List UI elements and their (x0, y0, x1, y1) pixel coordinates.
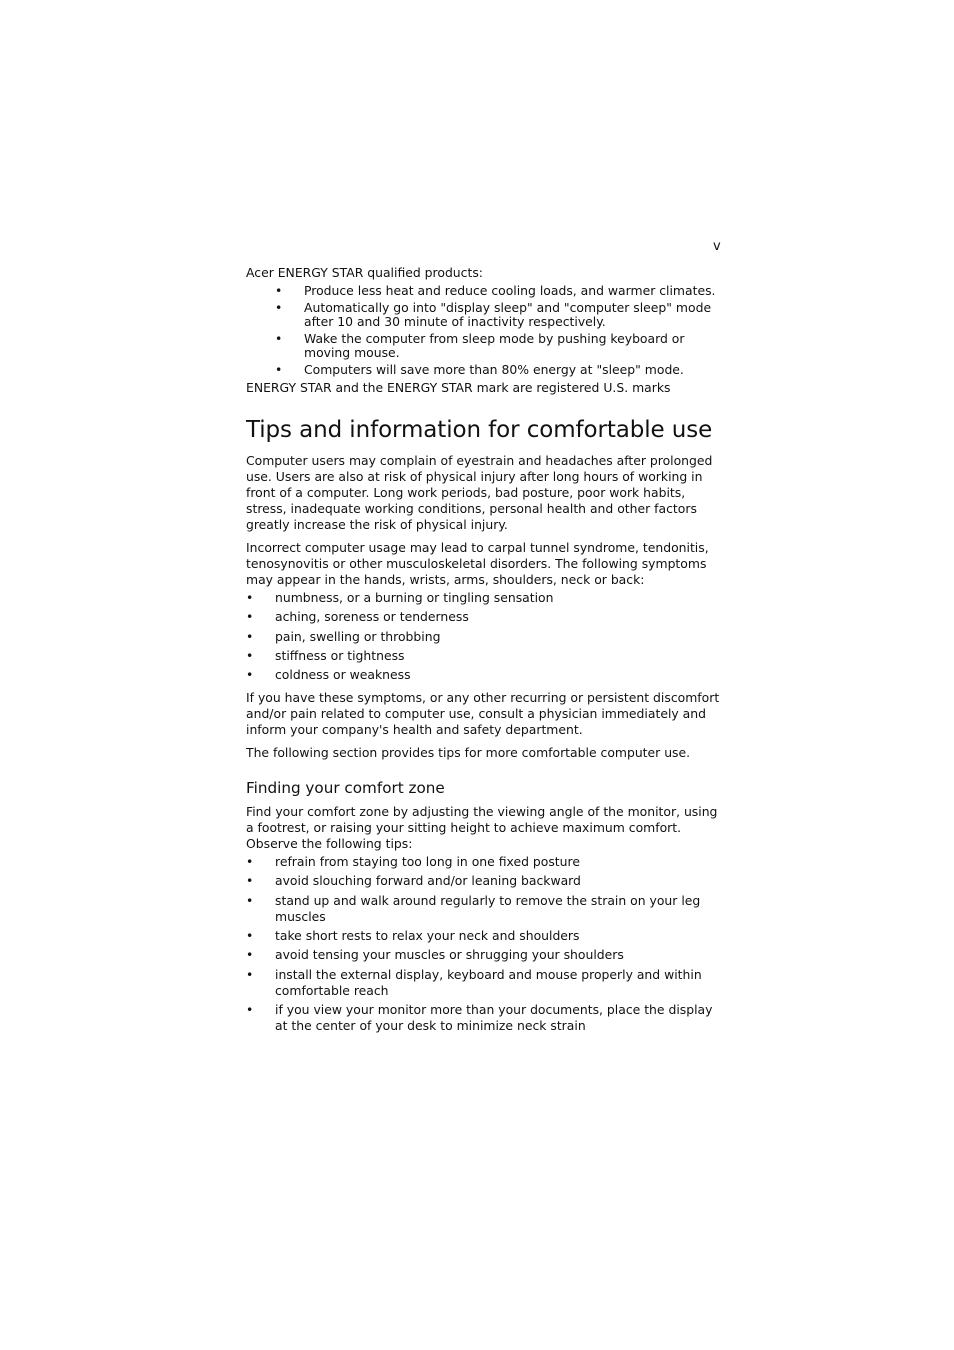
list-item-text: Produce less heat and reduce cooling loads, and warmer climates. (304, 283, 716, 298)
bullet-icon: • (246, 609, 254, 625)
bullet-icon: • (246, 928, 254, 944)
page-content (246, 265, 722, 1041)
bullet-icon: • (246, 667, 254, 683)
bullet-icon: • (246, 628, 254, 644)
list-item (246, 873, 722, 889)
bullet-icon: • (246, 647, 254, 663)
bullet-icon: • (275, 283, 283, 298)
list-item-text: avoid tensing your muscles or shrugging your shoulders (275, 947, 624, 963)
energy-star-intro: Acer ENERGY STAR qualified products: (246, 265, 483, 280)
list-item-text: aching, soreness or tenderness (275, 609, 469, 625)
bullet-icon: • (246, 854, 254, 870)
list-item (246, 648, 722, 664)
section-title: Tips and information for comfortable use (246, 417, 713, 443)
bullet-icon: • (246, 590, 254, 605)
bullet-icon: • (275, 331, 283, 346)
list-item (246, 590, 722, 606)
list-item-text: Computers will save more than 80% energy at "sleep" mode. (304, 362, 684, 377)
list-item-text: Automatically go into "display sleep" and "computer sleep" mode after 10 and 30 minute of inactivity respectively. (304, 300, 712, 329)
trademark-note: ENERGY STAR and the ENERGY STAR mark are registered U.S. marks (246, 380, 671, 395)
bullet-icon: • (275, 362, 283, 377)
paragraph-disorders: Incorrect computer usage may lead to carpal tunnel syndrome, tendonitis, tenosynovitis or other musculoskeletal disorders. The following symptoms may appear in the hands, wrists, arms, shoulders, neck or back: (246, 540, 709, 587)
list-item (246, 629, 722, 645)
bullet-icon: • (246, 947, 254, 963)
list-item (246, 947, 722, 963)
list-item (246, 609, 722, 625)
list-item (275, 363, 722, 377)
list-item (275, 284, 722, 298)
list-item-text: numbness, or a burning or tingling sensation (275, 590, 554, 605)
list-item (246, 928, 722, 944)
bullet-icon: • (246, 892, 254, 908)
list-item-text: coldness or weakness (275, 667, 411, 683)
list-item-text: pain, swelling or throbbing (275, 628, 441, 644)
list-item-text: Wake the computer from sleep mode by pushing keyboard or moving mouse. (304, 331, 685, 360)
symptoms-list (246, 590, 722, 683)
list-item (246, 1002, 722, 1034)
list-item-text: take short rests to relax your neck and shoulders (275, 928, 580, 944)
paragraph-prolonged-use: Computer users may complain of eyestrain and headaches after prolonged use. Users are also at risk of physical injury after long hours of working in front of a computer. Long work periods, bad posture, poor work habits, stress, inadequate working conditions, personal health and other factors greatly increase the risk of physical injury. (246, 453, 713, 532)
bullet-icon: • (275, 300, 283, 315)
paragraph-following-section: The following section provides tips for more comfortable computer use. (246, 745, 691, 761)
energy-star-list (275, 284, 722, 377)
list-item (275, 332, 722, 360)
list-item-text: stand up and walk around regularly to remove the strain on your leg muscles (275, 892, 701, 924)
bullet-icon: • (246, 1001, 254, 1017)
paragraph-comfort-zone: Find your comfort zone by adjusting the viewing angle of the monitor, using a footrest, or raising your sitting height to achieve maximum comfort. Observe the following tips: (246, 804, 718, 852)
list-item-text: avoid slouching forward and/or leaning backward (275, 873, 581, 889)
list-item (275, 301, 722, 329)
list-item (246, 967, 722, 999)
list-item-text: refrain from staying too long in one fixed posture (275, 854, 580, 870)
bullet-icon: • (246, 873, 254, 889)
paragraph-consult-physician: If you have these symptoms, or any other recurring or persistent discomfort and/or pain related to computer use, consult a physician immediately and inform your company's health and safety department. (246, 690, 720, 738)
comfort-tips-list (246, 854, 722, 1034)
list-item-text: install the external display, keyboard and mouse properly and within comfortable reach (275, 966, 702, 998)
page-number: v (713, 239, 721, 254)
list-item (246, 893, 722, 925)
bullet-icon: • (246, 966, 254, 982)
list-item (246, 854, 722, 870)
list-item-text: if you view your monitor more than your documents, place the display at the center of your desk to minimize neck strain (275, 1001, 713, 1033)
list-item-text: stiffness or tightness (275, 647, 405, 663)
list-item (246, 667, 722, 683)
subsection-title: Finding your comfort zone (246, 779, 445, 798)
